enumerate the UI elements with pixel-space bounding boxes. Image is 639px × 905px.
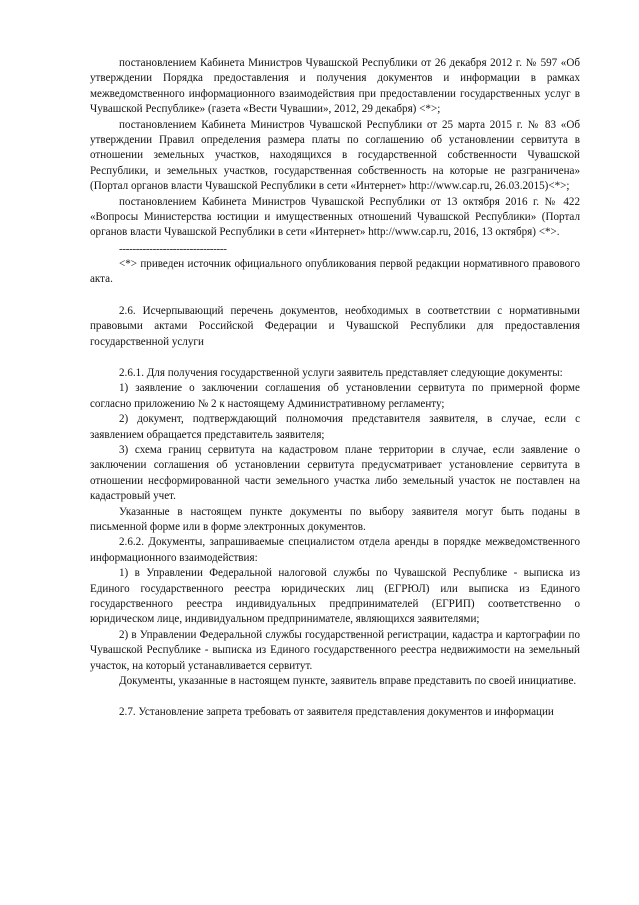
section-2-7-heading: 2.7. Установление запрета требовать от заявителя представления документов и информации xyxy=(119,706,554,719)
paragraph-resolution-83: постановлением Кабинета Министров Чувашской Республики от 25 марта 2015 г. № 83 «Об утверждении Правил определения размера платы по соглашению об установлении сервитута в отношении земельных участков, находящихся в государственной собственности Чувашской Республики, и земельных участков, государственная собственность на которые не разграничена» (Портал органов власти Чувашской Республики в сети «Интернет» http://www.cap.ru, 26.03.2015)<*>; xyxy=(90,118,580,193)
section-2-6-1-intro: 2.6.1. Для получения государственной услуги заявитель представляет следующие документы: xyxy=(119,366,563,379)
section-2-6-heading: 2.6. Исчерпывающий перечень документов, необходимых в соответствии с нормативными правовыми актами Российской Федерации и Чувашской Республики для предоставления государственной услуги xyxy=(90,304,580,348)
section-2-6-2-item-1: 1) в Управлении Федеральной налоговой службы по Чувашской Республике - выписка из Единого государственного реестра юридических лиц (ЕГРЮЛ) или выписка из Единого государственного реестра индивидуальных предпринимателей (ЕГРИП) соответственно о юридическом лице, индивидуальном предпринимателе, являющихся заявителями; xyxy=(90,567,580,626)
paragraph-resolution-597: постановлением Кабинета Министров Чувашской Республики от 26 декабря 2012 г. № 597 «Об утверждении Порядка предоставления и получения документов и информации в рамках межведомственного информационного взаимодействия при предоставлении государственных услуг в Чувашской Республике» (газета «Вести Чувашии», 2012, 29 декабря) <*>; xyxy=(90,57,580,116)
section-2-6-1-item-1: 1) заявление о заключении соглашения об установлении сервитута по примерной форме согласно приложению № 2 к настоящему Административному регламенту; xyxy=(90,382,580,410)
section-2-6-1-item-2: 2) документ, подтверждающий полномочия представителя заявителя, в случае, если с заявлением обращается представитель заявителя; xyxy=(90,413,580,441)
section-2-6-2-intro: 2.6.2. Документы, запрашиваемые специалистом отдела аренды в порядке межведомственного информационного взаимодействия: xyxy=(90,536,580,564)
document-page xyxy=(90,56,580,721)
footnote-text: <*> приведен источник официального опубликования первой редакции нормативного правового акта. xyxy=(90,257,580,286)
paragraph-resolution-422: постановлением Кабинета Министров Чувашской Республики от 13 октября 2016 г. № 422 «Вопросы Министерства юстиции и имущественных отношений Чувашской Республики» (Портал органов власти Чувашской Республики в сети «Интернет» http://www.cap.ru, 2016, 13 октября) <*>. xyxy=(90,195,580,239)
section-2-6-2-note: Документы, указанные в настоящем пункте, заявитель вправе представить по своей инициативе. xyxy=(119,675,577,688)
section-2-6-2-item-2: 2) в Управлении Федеральной службы государственной регистрации, кадастра и картографии по Чувашской Республике - выписка из Единого государственного реестра недвижимости на земельный участок, на который устанавливается сервитут. xyxy=(90,628,580,672)
section-2-6-1-note: Указанные в настоящем пункте документы по выбору заявителя могут быть поданы в письменной форме или в форме электронных документов. xyxy=(90,505,580,533)
footnote-separator: -------------------------------- xyxy=(119,242,227,255)
section-2-6-1-item-3: 3) схема границ сервитута на кадастровом плане территории в случае, если заявление о заключении соглашения об установлении сервитута предусматривает установление сервитута в отношении несформированной части земельного участка либо земельный участок не поставлен на кадастровый учет. xyxy=(90,443,580,503)
